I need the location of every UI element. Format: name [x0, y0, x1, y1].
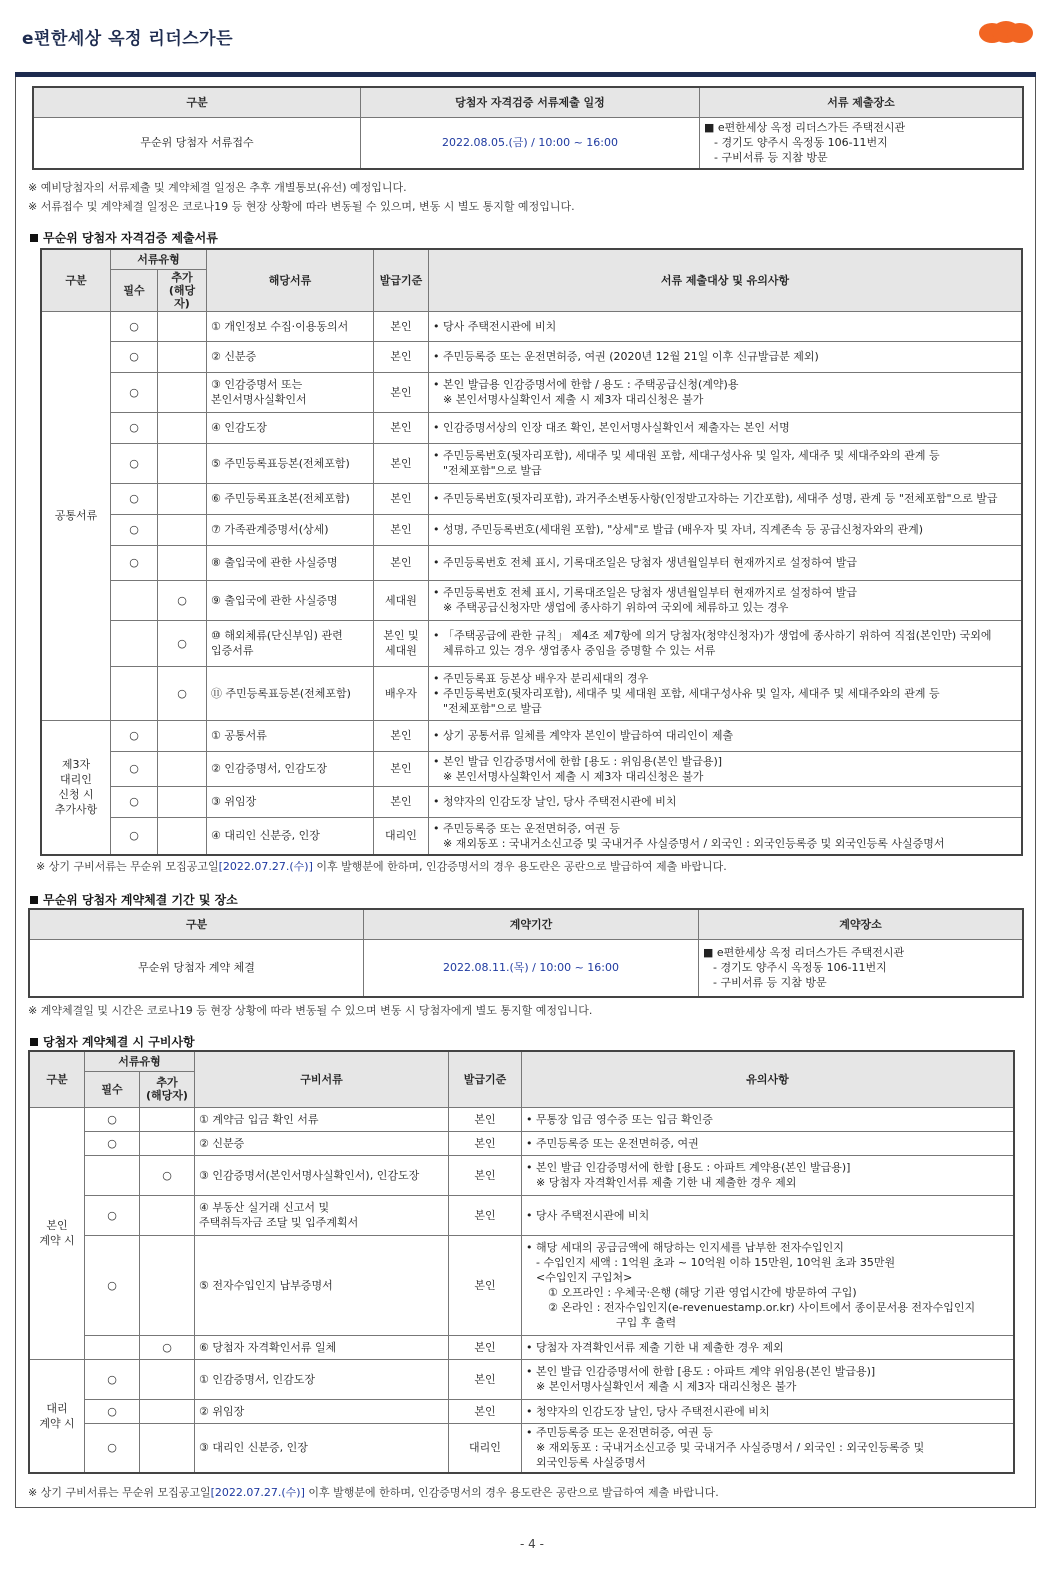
issue-standard: 본인: [449, 1335, 522, 1359]
footnote-date: [2022.07.27.(수)]: [218, 860, 313, 873]
doc-note: [429, 311, 1023, 341]
additional-mark: [158, 341, 207, 372]
doc-note: [522, 1155, 1015, 1195]
note-line: • 주민등록번호 전체 표시, 기록대조일은 당첨자 생년월일부터 현재까지로 설정하여 발급: [433, 556, 857, 569]
required-mark: ○: [85, 1107, 140, 1131]
note-line: • 주민등록증 또는 운전면허증, 여권 등: [433, 821, 620, 835]
note-line: 체류하고 있는 경우 생업종사 중임을 증명할 수 있는 서류: [443, 644, 716, 657]
required-mark: ○: [85, 1423, 140, 1473]
note-line: ※ 재외동포 : 국내거소신고증 및 국내거주 사실증명서 / 외국인 : 외국인등록증 및: [536, 1441, 925, 1455]
issue-standard: 본인: [374, 751, 429, 786]
note-line: ※ 예비당첨자의 서류제출 및 계약체결 일정은 추후 개별통보(유선) 예정입니다.: [28, 181, 407, 194]
doc-name: ⑤ 주민등록표등본(전체포함): [207, 443, 374, 483]
table-row: [41, 751, 1022, 786]
table-row: [41, 341, 1022, 372]
required-mark: ○: [111, 720, 158, 751]
additional-mark: [158, 311, 207, 341]
header-type: 서류유형: [111, 249, 207, 269]
note-line: • 주민등록번호(뒷자리포함), 과거주소변동사항(인정받고자하는 기간포함), 세대주 성명, 관계 등 "전체포함"으로 발급: [433, 492, 998, 505]
doc-note: [522, 1131, 1015, 1155]
issue-standard: 본인: [374, 443, 429, 483]
header-gubun: 구분: [41, 249, 111, 311]
required-mark: ○: [111, 311, 158, 341]
header-doc: 구비서류: [195, 1051, 449, 1107]
doc-name: ⑪ 주민등록표등본(전체포함): [207, 666, 374, 720]
submission-schedule-table: [32, 86, 1024, 170]
issue-standard: 본인: [449, 1107, 522, 1131]
required-mark: ○: [85, 1131, 140, 1155]
contract-period-table: [28, 908, 1024, 998]
note-line: - 수입인지 세액 : 1억원 초과 ~ 10억원 이하 15만원, 10억원 초과 35만원: [536, 1256, 896, 1269]
doc-note: [429, 483, 1023, 514]
footnote-text: 이후 발행분에 한하며, 인감증명서의 경우 용도란은 공란으로 발급하여 제출 바랍니다.: [304, 1486, 719, 1499]
doc-name: ⑧ 출입국에 관한 사실증명: [207, 545, 374, 580]
table-row: [29, 1131, 1014, 1155]
doc-name: ① 인감증명서, 인감도장: [195, 1359, 449, 1399]
section-title: [30, 229, 218, 246]
issue-standard: 본인: [374, 545, 429, 580]
required-mark: [85, 1155, 140, 1195]
brand-logo-icon: [978, 20, 1034, 46]
issue-standard: 본인: [374, 372, 429, 412]
additional-mark: [140, 1423, 195, 1473]
table-row: [41, 580, 1022, 620]
note-line: • 상기 공통서류 일체를 계약자 본인이 발급하여 대리인이 제출: [433, 729, 734, 742]
section-title-text: 당첨자 계약체결 시 구비사항: [43, 1035, 195, 1049]
note-line: • 주민등록번호(뒷자리포함), 세대주 및 세대원 포함, 세대구성사유 및 일자, 세대주 및 세대주와의 관계 등: [433, 686, 940, 700]
additional-mark: [140, 1195, 195, 1235]
header-gubun: 구분: [33, 87, 361, 117]
issue-standard: 본인: [374, 311, 429, 341]
doc-name: ① 계약금 입금 확인 서류: [195, 1107, 449, 1131]
required-mark: [111, 620, 158, 666]
table-footnote: [36, 858, 727, 874]
required-mark: ○: [111, 483, 158, 514]
doc-note: [429, 666, 1023, 720]
footnote-text: 이후 발행분에 한하며, 인감증명서의 경우 용도란은 공란으로 발급하여 제출 바랍니다.: [312, 860, 727, 873]
note-line: "전체포함"으로 발급: [443, 464, 542, 477]
note-line: • 청약자의 인감도장 날인, 당사 주택전시관에 비치: [526, 1404, 770, 1418]
doc-name: ⑥ 주민등록표초본(전체포함): [207, 483, 374, 514]
place-line: ■ e편한세상 옥정 리더스가든 주택전시관: [703, 946, 905, 960]
note-line: ※ 본인서명사실확인서 제출 시 제3자 대리신청은 불가: [443, 769, 704, 783]
additional-mark: [158, 372, 207, 412]
header-gubun: 구분: [29, 909, 364, 939]
page-header-title: e편한세상 옥정 리더스가든: [22, 29, 234, 49]
table-row: [29, 1107, 1014, 1131]
header-required: 필수: [111, 269, 158, 311]
additional-mark: [158, 786, 207, 817]
group-label: 대리 계약 시: [29, 1359, 85, 1473]
note-line: • 주민등록번호 전체 표시, 기록대조일은 당첨자 생년월일부터 현재까지로 설정하여 발급: [433, 586, 857, 599]
doc-name: ③ 대리인 신분증, 인장: [195, 1423, 449, 1473]
table-row: [41, 817, 1022, 855]
doc-note: [429, 443, 1023, 483]
table-footnote: [28, 1484, 719, 1500]
note-line: • 주민등록증 또는 운전면허증, 여권 등: [526, 1426, 713, 1440]
footnote-text: ※ 상기 구비서류는 무순위 모집공고일: [28, 1486, 211, 1499]
table-row: [41, 443, 1022, 483]
doc-note: [429, 817, 1023, 855]
additional-mark: [140, 1235, 195, 1335]
additional-mark: [140, 1107, 195, 1131]
additional-mark: ○: [158, 620, 207, 666]
doc-note: [522, 1399, 1015, 1423]
section-title-text: 무순위 당첨자 자격검증 제출서류: [43, 231, 218, 245]
required-mark: ○: [85, 1195, 140, 1235]
additional-mark: [158, 514, 207, 545]
table-row: [41, 412, 1022, 443]
required-mark: [85, 1335, 140, 1359]
doc-note: [429, 720, 1023, 751]
additional-mark: [158, 751, 207, 786]
header-gubun: 구분: [29, 1051, 85, 1107]
doc-name: ② 신분증: [207, 341, 374, 372]
place-line: - 구비서류 등 지참 방문: [713, 976, 827, 990]
issue-standard: 본인: [449, 1195, 522, 1235]
note-line: ① 오프라인 : 우체국·은행 (해당 기관 영업시간에 방문하여 구입): [548, 1286, 857, 1299]
required-mark: ○: [85, 1399, 140, 1423]
doc-name: ⑩ 해외체류(단신부임) 관련 입증서류: [207, 620, 374, 666]
section-title: [30, 1033, 195, 1050]
required-mark: ○: [111, 341, 158, 372]
note-line: ② 온라인 : 전자수입인지(e-revenuestamp.or.kr) 사이트에서 종이문서용 전자수입인지: [548, 1301, 976, 1314]
row-label: 무순위 당첨자 서류접수: [33, 117, 361, 169]
required-mark: ○: [111, 545, 158, 580]
note-line: ※ 본인서명사실확인서 제출 시 제3자 대리신청은 불가: [536, 1380, 797, 1393]
header-place: 서류 제출장소: [700, 87, 1024, 117]
doc-name: ② 인감증명서, 인감도장: [207, 751, 374, 786]
header-schedule: 당첨자 자격검증 서류제출 일정: [361, 87, 700, 117]
note-line: • 본인 발급 인감증명서에 한함 [용도 : 위임용(본인 발급용)]: [433, 754, 723, 768]
issue-standard: 본인: [449, 1399, 522, 1423]
issue-standard: 세대원: [374, 580, 429, 620]
required-mark: ○: [111, 412, 158, 443]
issue-standard: 본인: [374, 786, 429, 817]
contract-docs-table: [28, 1050, 1015, 1474]
group-label: 공통서류: [41, 311, 111, 720]
note-line: ※ 서류접수 및 계약체결 일정은 코로나19 등 현장 상황에 따라 변동될 수 있으며, 변동 시 별도 통지할 예정입니다.: [28, 200, 575, 213]
section-title-text: 무순위 당첨자 계약체결 기간 및 장소: [43, 893, 238, 907]
doc-name: ④ 인감도장: [207, 412, 374, 443]
issue-standard: 본인: [449, 1235, 522, 1335]
note-line: • 당사 주택전시관에 비치: [433, 319, 557, 333]
table-row: [29, 1235, 1014, 1335]
note-line: • 본인 발급용 인감증명서에 한함 / 용도 : 주택공급신청(계약)용: [433, 378, 739, 391]
additional-mark: ○: [158, 580, 207, 620]
table-row: [41, 620, 1022, 666]
note-line: • 본인 발급 인감증명서에 한함 [용도 : 아파트 계약 위임용(본인 발급용)]: [526, 1365, 876, 1378]
doc-note: [429, 786, 1023, 817]
issue-standard: 본인: [374, 341, 429, 372]
place-line: - 구비서류 등 지참 방문: [714, 151, 828, 165]
header-note: 유의사항: [522, 1051, 1015, 1107]
additional-mark: [158, 483, 207, 514]
row-label: 무순위 당첨자 계약 체결: [29, 939, 364, 997]
doc-note: [522, 1107, 1015, 1131]
additional-mark: [158, 817, 207, 855]
doc-name: ② 신분증: [195, 1131, 449, 1155]
note-line: • 청약자의 인감도장 날인, 당사 주택전시관에 비치: [433, 795, 677, 808]
footnote-text: ※ 상기 구비서류는 무순위 모집공고일: [36, 860, 219, 873]
note-line: <수입인지 구입처>: [536, 1271, 633, 1284]
issue-standard: 본인: [449, 1155, 522, 1195]
note-line: 외국인등록 사실증명서: [536, 1456, 646, 1470]
additional-mark: [140, 1399, 195, 1423]
table-row: [41, 514, 1022, 545]
group-label: 제3자 대리인 신청 시 추가사항: [41, 720, 111, 855]
table-row: [29, 1423, 1014, 1473]
doc-note: [429, 580, 1023, 620]
header-required: 필수: [85, 1071, 140, 1107]
additional-mark: [140, 1359, 195, 1399]
table-row: [41, 720, 1022, 751]
header-std: 발급기준: [374, 249, 429, 311]
note-line: ※ 주택공급신청자만 생업에 종사하기 위하여 국외에 체류하고 있는 경우: [443, 601, 789, 614]
note-line: • 주민등록증 또는 운전면허증, 여권 (2020년 12월 21일 이후 신규발급분 제외): [433, 350, 819, 363]
required-mark: [111, 580, 158, 620]
doc-note: [429, 620, 1023, 666]
page-number: - 4 -: [520, 1537, 544, 1551]
header-std: 발급기준: [449, 1051, 522, 1107]
issue-standard: 본인: [449, 1359, 522, 1399]
note-line: • 당첨자 자격확인서류 제출 기한 내 제출한 경우 제외: [526, 1340, 784, 1354]
required-mark: ○: [111, 514, 158, 545]
required-mark: ○: [85, 1235, 140, 1335]
doc-name: ⑨ 출입국에 관한 사실증명: [207, 580, 374, 620]
header-period: 계약기간: [364, 909, 699, 939]
note-line: ※ 당첨자 자격확인서류 제출 기한 내 제출한 경우 제외: [536, 1176, 797, 1189]
issue-standard: 본인: [374, 514, 429, 545]
doc-name: ⑥ 당첨자 자격확인서류 일체: [195, 1335, 449, 1359]
issue-standard: 본인: [374, 412, 429, 443]
doc-name: ① 공통서류: [207, 720, 374, 751]
note-line: ※ 계약체결일 및 시간은 코로나19 등 현장 상황에 따라 변동될 수 있으며 변동 시 당첨자에게 별도 통지할 예정입니다.: [28, 1004, 593, 1017]
note-line: • 「주택공급에 관한 규칙」 제4조 제7항에 의거 당첨자(청약신청자)가 생업에 종사하기 위하여 직접(본인만) 국외에: [433, 629, 992, 642]
note-line: • 주민등록표 등본상 배우자 분리세대의 경우: [433, 671, 649, 685]
issue-standard: 본인 및 세대원: [374, 620, 429, 666]
note-line: ※ 본인서명사실확인서 제출 시 제3자 대리신청은 불가: [443, 393, 704, 406]
doc-name: ③ 위임장: [207, 786, 374, 817]
additional-mark: [158, 443, 207, 483]
table-row: [29, 1195, 1014, 1235]
doc-name: ③ 인감증명서(본인서명사실확인서), 인감도장: [195, 1155, 449, 1195]
table-row: [29, 1399, 1014, 1423]
required-mark: ○: [111, 817, 158, 855]
place-line: - 경기도 양주시 옥정동 106-11번지: [714, 136, 888, 150]
required-mark: ○: [85, 1359, 140, 1399]
doc-note: [429, 412, 1023, 443]
doc-note: [429, 372, 1023, 412]
table-row: [41, 666, 1022, 720]
note-line: 구입 후 출력: [616, 1316, 677, 1329]
additional-mark: [140, 1131, 195, 1155]
header-additional: 추가 (해당자): [158, 269, 207, 311]
required-mark: [111, 666, 158, 720]
doc-note: [429, 514, 1023, 545]
place-line: - 경기도 양주시 옥정동 106-11번지: [713, 961, 887, 975]
note-line: • 주민등록번호(뒷자리포함), 세대주 및 세대원 포함, 세대구성사유 및 일자, 세대주 및 세대주와의 관계 등: [433, 449, 940, 462]
doc-note: [522, 1359, 1015, 1399]
issue-standard: 본인: [449, 1131, 522, 1155]
issue-standard: 본인: [374, 720, 429, 751]
doc-note: [522, 1195, 1015, 1235]
additional-mark: [158, 720, 207, 751]
required-mark: ○: [111, 372, 158, 412]
doc-note: [429, 545, 1023, 580]
additional-mark: [158, 412, 207, 443]
doc-note: [429, 341, 1023, 372]
table-row: [29, 1155, 1014, 1195]
header-note: 서류 제출대상 및 유의사항: [429, 249, 1023, 311]
header-additional: 추가 (해당자): [140, 1071, 195, 1107]
doc-name: ④ 대리인 신분증, 인장: [207, 817, 374, 855]
additional-mark: ○: [158, 666, 207, 720]
table-row: [29, 1359, 1014, 1399]
doc-note: [429, 751, 1023, 786]
group-label: 본인 계약 시: [29, 1107, 85, 1359]
note-line: ※ 재외동포 : 국내거소신고증 및 국내거주 사실증명서 / 외국인 : 외국인등록증 및 외국인등록 사실증명서: [443, 836, 945, 850]
row-place: [700, 117, 1024, 169]
doc-name: ① 개인정보 수집·이용동의서: [207, 311, 374, 341]
row-date: 2022.08.05.(금) / 10:00 ~ 16:00: [361, 117, 700, 169]
required-mark: ○: [111, 751, 158, 786]
table-row: [41, 786, 1022, 817]
row-date: 2022.08.11.(목) / 10:00 ~ 16:00: [364, 939, 699, 997]
doc-name: ③ 인감증명서 또는 본인서명사실확인서: [207, 372, 374, 412]
issue-standard: 대리인: [449, 1423, 522, 1473]
note-line: • 인감증명서상의 인장 대조 확인, 본인서명사실확인서 제출자는 본인 서명: [433, 421, 790, 434]
issue-standard: 배우자: [374, 666, 429, 720]
doc-name: ④ 부동산 실거래 신고서 및 주택취득자금 조달 및 입주계획서: [195, 1195, 449, 1235]
note-line: • 당사 주택전시관에 비치: [526, 1208, 650, 1222]
row-place: [699, 939, 1024, 997]
header-type: 서류유형: [85, 1051, 195, 1071]
table-row: [41, 311, 1022, 341]
doc-note: [522, 1235, 1015, 1335]
doc-note: [522, 1423, 1015, 1473]
table-row: [41, 483, 1022, 514]
note-line: • 해당 세대의 공급금액에 해당하는 인지세를 납부한 전자수입인지: [526, 1241, 844, 1254]
header-place: 계약장소: [699, 909, 1024, 939]
note-line: • 본인 발급 인감증명서에 한함 [용도 : 아파트 계약용(본인 발급용)]: [526, 1161, 851, 1174]
note-line: • 성명, 주민등록번호(세대원 포함), "상세"로 발급 (배우자 및 자녀, 직계존속 등 공급신청자와의 관계): [433, 523, 924, 536]
doc-name: ② 위임장: [195, 1399, 449, 1423]
header-doc: 해당서류: [207, 249, 374, 311]
issue-standard: 대리인: [374, 817, 429, 855]
section-title: [30, 891, 238, 908]
footnote-date: [2022.07.27.(수)]: [210, 1486, 305, 1499]
required-mark: ○: [111, 443, 158, 483]
table-row: [41, 372, 1022, 412]
doc-name: ⑦ 가족관계증명서(상세): [207, 514, 374, 545]
note-line: "전체포함"으로 발급: [443, 701, 542, 715]
additional-mark: ○: [140, 1155, 195, 1195]
required-mark: ○: [111, 786, 158, 817]
qualification-docs-table: [40, 248, 1023, 856]
doc-name: ⑤ 전자수입인지 납부증명서: [195, 1235, 449, 1335]
table-row: [29, 1335, 1014, 1359]
table-row: [41, 545, 1022, 580]
additional-mark: [158, 545, 207, 580]
additional-mark: ○: [140, 1335, 195, 1359]
place-line: ■ e편한세상 옥정 리더스가든 주택전시관: [704, 121, 906, 135]
note-line: • 주민등록증 또는 운전면허증, 여권: [526, 1136, 699, 1150]
doc-note: [522, 1335, 1015, 1359]
issue-standard: 본인: [374, 483, 429, 514]
note-line: • 무통장 입금 영수증 또는 입금 확인증: [526, 1112, 713, 1126]
